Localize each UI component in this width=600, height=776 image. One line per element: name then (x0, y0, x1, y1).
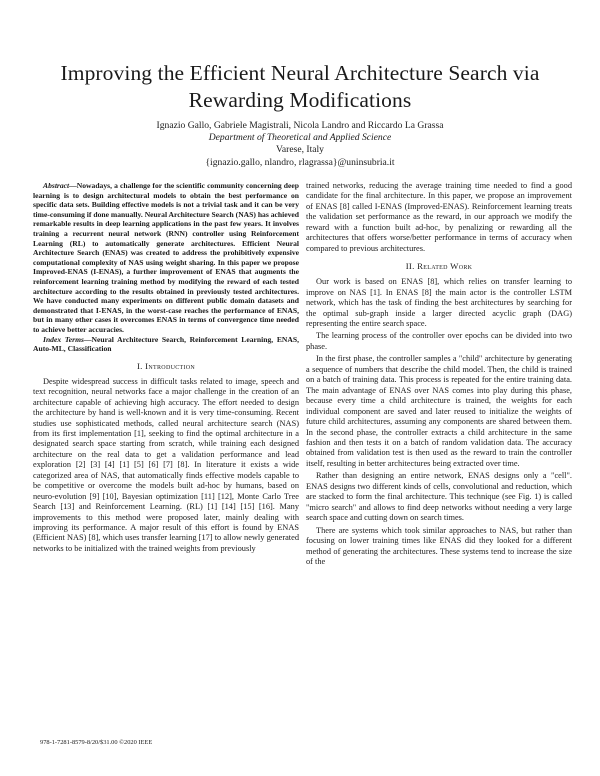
right-column (306, 181, 572, 569)
introduction-continued-paragraph: trained networks, reducing the average training time needed to find a good candidate for the final architecture. In this paper, we propose an improvement of ENAS [8] called I-ENAS (Improved-ENAS). Reinforcement learning treats the validation set performance as the reward, in our approach we modify the reward with a function built ad-hoc, by penalizing or rewarding all the architectures that offers worse/better performance in terms of accuracy when compared to previous architectures. (306, 181, 572, 253)
related-work-paragraph-3: In the first phase, the controller samples a "child" architecture by generating a sequence of numbers that describe the child model. Then, the child is trained on a batch of training data. This process is repeated for the entire training data. The main advantage of ENAS over NAS comes into play during this phase, because every time a child architecture is trained, the weights for each individual component are saved and later reused to initialize the weights of future child architectures, assuming any components are shared between them. In the second phase, the controller extracts a child architecture in the same fashion and then tests it on a batch of random validation data. The accuracy obtained from validation test is then used as the reward to train the controller itself, resulting in better architectures being extracted over time. (306, 354, 572, 468)
abstract-text: —Nowadays, a challenge for the scientific community concerning deep learning is to design architectural models to obtain the best performance on specific data sets. Building effective models is not a trivial task and it can be very time-consuming if done manually. Neural Architecture Search (NAS) has achieved remarkable results in deep learning applications in the past few years. It involves training a recurrent neural network (RNN) controller using Reinforcement Learning (RL) to automatically generate architectures. Efficient Neural Architecture Search (ENAS) was created to address the prohibitively expensive computational complexity of NAS using weight sharing. In this paper we propose Improved-ENAS (I-ENAS), a further improvement of ENAS that augments the reinforcement learning training method by modifying the reward of each tested architecture according to the results obtained in previously tested architectures. We have conducted many experiments on different public domain datasets and demonstrated that I-ENAS, in the worst-case reaches the performance of ENAS, but in many other cases it overcomes ENAS in terms of convergence time needed to achieve better accuracies. (33, 181, 299, 334)
section-heading-related-work: II. Related Work (405, 261, 473, 272)
introduction-paragraph: Despite widespread success in difficult tasks related to image, speech and text recognition, neural networks face a major challenge in the creation of an architecture capable of achieving high accuracy. The effort needed to design the architecture by hand is well-known and it is very time-consuming. Recent studies use sophisticated methods, called neural architecture search (NAS) from its first implementation [1], seeking to find the optimal architecture in a designated search space starting from scratch, while training each designed architecture on the real data to get a validation performance and lead exploration [2] [3] [4] [1] [5] [6] [7] [8]. In literature it exists a wide categorized area of NAS, that automatically finds effective models capable to be competitive or overcome the models built ad-hoc by humans, based on neuro-evolution [9] [10], Bayesian optimization [11] [12], Monte Carlo Tree Search [13] and Reinforcement Learning. (RL) [1] [14] [15] [16]. Many improvements to this method were proposed later, mainly dealing with improving its performance. A major result of this effort is found by ENAS (Efficient NAS) [8], which uses transfer learning [17] to allow newly generated networks to be initialized with the trained weights from previously (33, 376, 299, 553)
paper-title: Improving the Efficient Neural Architecture Search via Rewarding Modifications (60, 61, 540, 113)
abstract-label: Abstract (43, 181, 70, 190)
author-names: Ignazio Gallo, Gabriele Magistrali, Nicola Landro and Riccardo La Grassa (156, 120, 444, 131)
index-terms-label: Index Terms (43, 334, 84, 344)
author-block (30, 120, 570, 169)
index-terms-text: —Neural Architecture Search, Reinforcement Learning, ENAS, Auto-ML, Classification (33, 334, 299, 354)
abstract (33, 181, 299, 335)
related-work-paragraph-1: Our work is based on ENAS [8], which relies on transfer learning to improve on NAS [1]. In ENAS [8] the main actor is the controller LSTM network, which has the task of finding the best architectures by searching for the optimal sub-graph inside a larger directed acyclic graph (DAG) representing the entire search space. (306, 277, 572, 328)
related-work-paragraph-5: There are systems which took similar approaches to NAS, but rather than focusing on lower training times like ENAS did they looked for a different method of generating the architectures. These systems tend to increase the size of the (306, 525, 572, 566)
author-location: Varese, Italy (276, 144, 324, 156)
section-heading-introduction: I. Introduction (136, 360, 196, 371)
related-work-paragraph-4: Rather than designing an entire network, ENAS designs only a "cell". ENAS designs two different kinds of cells, convolutional and reduction, which are stacked to form the final architecture. This technique (see Fig. 1) is called "micro search" and allows to find deep networks without needing a very large search space and cutting down on search times. (306, 471, 572, 523)
index-terms (33, 335, 299, 354)
copyright-notice: 978-1-7281-8579-8/20/$31.00 ©2020 IEEE (40, 739, 153, 746)
author-emails: {ignazio.gallo, nlandro, rlagrassa}@uninsubria.it (205, 156, 395, 168)
related-work-paragraph-2: The learning process of the controller over epochs can be divided into two phase. (306, 331, 572, 351)
author-department: Department of Theoretical and Applied Science (208, 132, 392, 144)
left-column (33, 181, 299, 556)
